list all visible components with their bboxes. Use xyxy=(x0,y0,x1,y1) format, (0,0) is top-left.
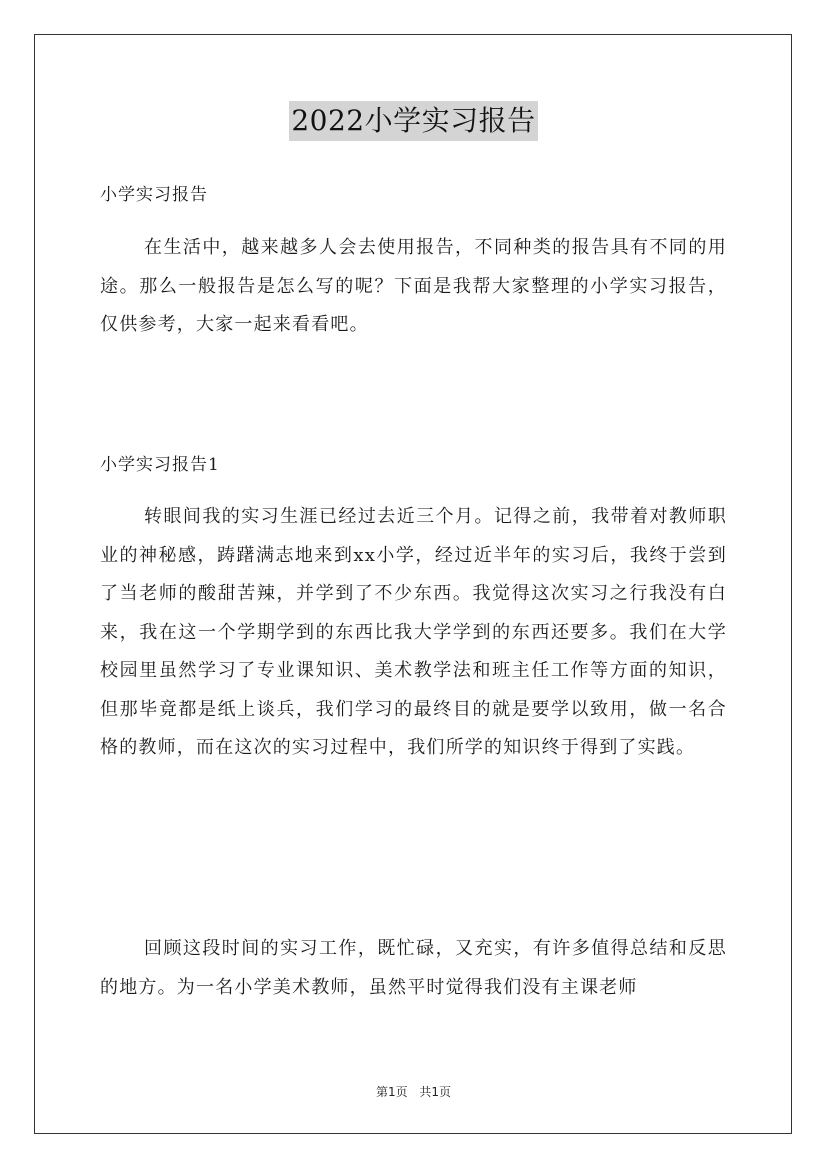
intro-paragraph: 在生活中，越来越多人会去使用报告，不同种类的报告具有不同的用途。那么一般报告是怎么写的呢？下面是我帮大家整理的小学实习报告，仅供参考，大家一起来看看吧。 xyxy=(100,237,727,335)
document-title: 2022小学实习报告 xyxy=(289,101,537,141)
section-1-paragraph-1: 转眼间我的实习生涯已经过去近三个月。记得之前，我带着对教师职业的神秘感，踌躇满志地来到xx小学，经过近半年的实习后，我终于尝到了当老师的酸甜苦辣，并学到了不少东西。我觉得这次实习之行我没有白来，我在这一个学期学到的东西比我大学学到的东西还要多。我们在大学校园里虽然学习了专业课知识、美术教学法和班主任工作等方面的知识，但那毕竟都是纸上谈兵，我们学习的最终目的就是要学以致用，做一名合格的教师，而在这次的实习过程中，我们所学的知识终于得到了实践。 xyxy=(100,506,727,758)
section-1-paragraph-2: 回顾这段时间的实习工作，既忙碌，又充实，有许多值得总结和反思的地方。为一名小学美术教师，虽然平时觉得我们没有主课老师 xyxy=(100,938,727,998)
section-1-heading: 小学实习报告1 xyxy=(100,455,220,475)
page-footer xyxy=(0,1083,827,1100)
main-heading: 小学实习报告 xyxy=(100,185,208,205)
page-number-current: 第1页 xyxy=(375,1085,408,1099)
page-number-total: 共1页 xyxy=(419,1085,452,1099)
title-container xyxy=(0,101,827,141)
